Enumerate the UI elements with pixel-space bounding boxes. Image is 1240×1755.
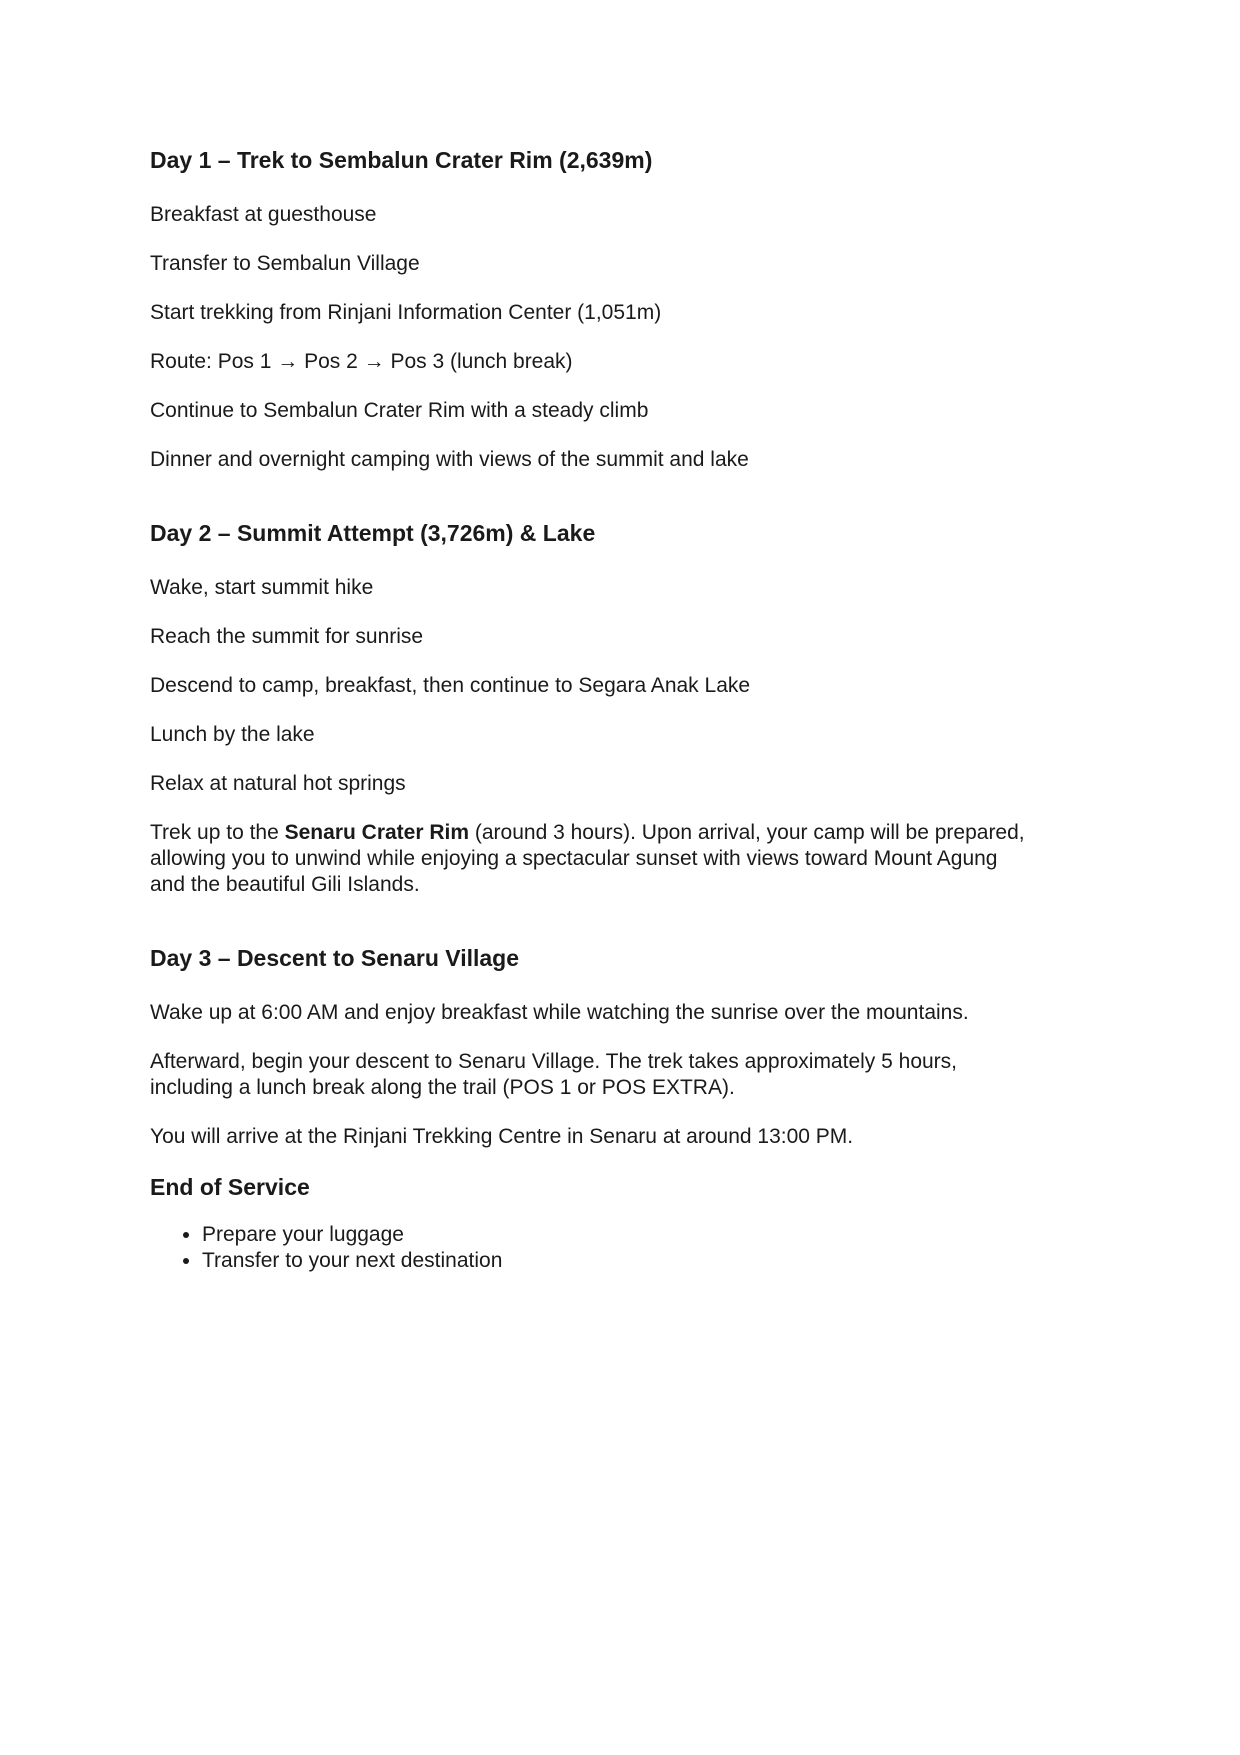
day-1-paragraph-breakfast: Breakfast at guesthouse [150,203,377,226]
day-3-paragraph-arrival: You will arrive at the Rinjani Trekking Centre in Senaru at around 13:00 PM. [150,1125,854,1148]
day-2-heading: Day 2 – Summit Attempt (3,726m) & Lake [150,520,596,546]
text-before-bold: Trek up to the [150,821,285,844]
list-item-prepare-luggage: • Prepare your luggage [202,1222,1030,1248]
day-2-paragraph-wake: Wake, start summit hike [150,576,374,599]
day-2-paragraph-descend: Descend to camp, breakfast, then continue to Segara Anak Lake [150,674,751,697]
day-1-paragraph-route: Route: Pos 1 → Pos 2 → Pos 3 (lunch break) [150,350,573,373]
section-day-2 [150,519,1030,898]
day-2-paragraph-senaru-crater-rim [150,820,1030,898]
day-1-paragraph-continue: Continue to Sembalun Crater Rim with a steady climb [150,399,649,422]
day-1-paragraph-transfer: Transfer to Sembalun Village [150,252,420,275]
end-of-service-list [150,1222,1030,1274]
list-item-transfer-destination: • Transfer to your next destination [202,1248,1030,1274]
day-2-paragraph-hot-springs: Relax at natural hot springs [150,772,406,795]
section-day-1 [150,146,1030,473]
end-of-service-heading: End of Service [150,1174,310,1200]
day-2-paragraph-summit: Reach the summit for sunrise [150,625,424,648]
day-1-paragraph-dinner: Dinner and overnight camping with views of the summit and lake [150,448,749,471]
day-3-paragraph-wake-up: Wake up at 6:00 AM and enjoy breakfast while watching the sunrise over the mountains. [150,1001,969,1024]
day-1-paragraph-start-trekking: Start trekking from Rinjani Information Center (1,051m) [150,301,662,324]
day-2-paragraph-lunch: Lunch by the lake [150,723,315,746]
bold-senaru-crater-rim: Senaru Crater Rim [284,821,470,844]
text-after-bold: (around 3 hours). Upon arrival, your camp will be prepared, allowing you to unwind while enjoying a spectacular sunset with views toward Mount Agung and the beautiful Gili Islands. [150,821,1025,896]
day-1-heading: Day 1 – Trek to Sembalun Crater Rim (2,639m) [150,147,653,173]
day-3-heading: Day 3 – Descent to Senaru Village [150,945,520,971]
section-day-3 [150,944,1030,1274]
day-3-paragraph-descent: Afterward, begin your descent to Senaru Village. The trek takes approximately 5 hours, including a lunch break along the trail (POS 1 or POS EXTRA). [150,1050,958,1099]
